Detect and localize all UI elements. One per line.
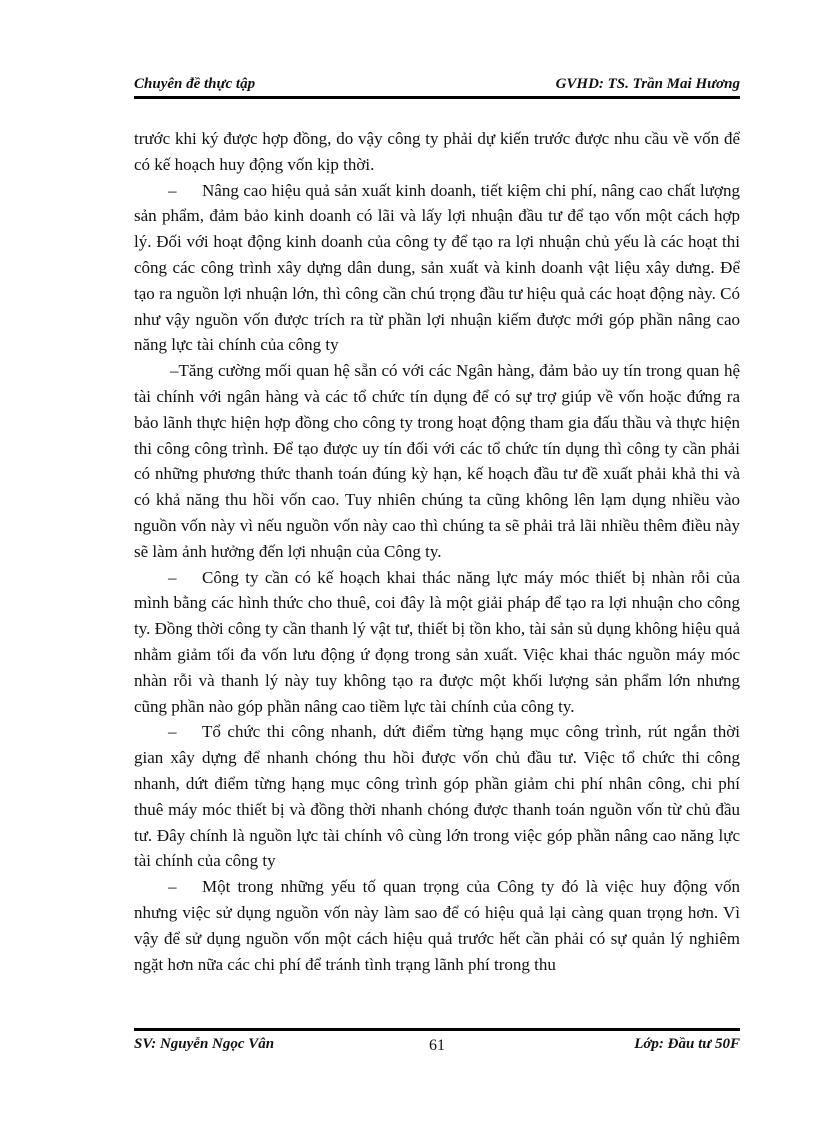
- paragraph-continuation: trước khi ký được hợp đồng, do vậy công ty phải dự kiến trước được nhu cầu về vốn để có kế hoạch huy động vốn kịp thời.: [134, 129, 740, 174]
- page-body: [134, 126, 740, 977]
- paragraph-bullet: [134, 719, 740, 874]
- paragraph-bullet: [134, 565, 740, 720]
- dash-marker: –: [168, 180, 177, 200]
- paragraph-bullet: [134, 178, 740, 359]
- paragraph-text: Tăng cường mối quan hệ sẵn có với các Ngân hàng, đảm bảo uy tín trong quan hệ tài chính với ngân hàng và các tổ chức tín dụng để có sự trợ giúp về vốn hoặc đứng ra bảo lãnh thực hiện hợp đồng cho công ty trong hoạt động tham gia đấu thầu và thực hiện thi công công trình. Để tạo được uy tín đối với các tổ chức tín dụng thì công ty cần phải có những phương thức thanh toán đúng kỳ hạn, kế hoạch đầu tư đề xuất phải khả thi và có khả năng thu hồi vốn cao. Tuy nhiên chúng ta cũng không lên lạm dụng nhiều vào nguồn vốn này vì nếu nguồn vốn này cao thì chúng ta sẽ phải trả lãi nhiều thêm điều này sẽ làm ảnh hưởng đến lợi nhuận của Công ty.: [134, 361, 740, 561]
- paragraph-bullet: [134, 874, 740, 977]
- page-footer: [134, 1028, 740, 1055]
- paragraph-text: Nâng cao hiệu quả sản xuất kinh doanh, tiết kiệm chi phí, nâng cao chất lượng sản phẩm, đảm bảo kinh doanh có lãi và lấy lợi nhuận đầu tư để tạo vốn một cách hợp lý. Đối với hoạt động kinh doanh của công ty để tạo ra lợi nhuận chủ yếu là các hoạt thi công các công trình xây dựng dân dung, sản xuất và kinh doanh vật liệu xây dưng. Để tạo ra nguồn lợi nhuận lớn, thì công cần chú trọng đầu tư hiệu quả các hoạt động này. Có như vậy nguồn vốn được trích ra từ phần lợi nhuận kiếm được mới góp phần nâng cao năng lực tài chính của công ty: [134, 180, 740, 355]
- dash-marker: –: [168, 877, 177, 897]
- paragraph-text: Tổ chức thi công nhanh, dứt điểm từng hạng mục công trình, rút ngắn thời gian xây dựng để nhanh chóng thu hồi được vốn chủ đầu tư. Việc tổ chức thi công nhanh, dứt điểm từng hạng mục công trình góp phần giảm chi phí nhân công, chi phí thuê máy móc thiết bị và đồng thời nhanh chóng được thanh toán nguồn vốn từ chủ đầu tư. Đây chính là nguồn lực tài chính vô cùng lớn trong việc góp phần nâng cao năng lực tài chính của công ty: [134, 722, 740, 871]
- page-header: [134, 74, 740, 99]
- paragraph-text: Một trong những yếu tố quan trọng của Công ty đó là việc huy động vốn nhưng việc sử dụng nguồn vốn này làm sao để có hiệu quả lại càng quan trọng hơn. Vì vậy để sử dụng nguồn vốn một cách hiệu quả trước hết cần phải có sự quản lý nghiêm ngặt hơn nữa các chi phí để tránh tình trạng lãnh phí trong thu: [134, 877, 740, 974]
- dash-marker: –: [168, 722, 177, 742]
- dash-marker: –: [168, 567, 177, 587]
- footer-class: Lớp: Đầu tư 50F: [634, 1036, 740, 1052]
- dash-marker: –: [170, 361, 179, 381]
- paragraph-bullet: [134, 358, 740, 564]
- footer-student: SV: Nguyễn Ngọc Vân: [134, 1036, 275, 1052]
- page-number: 61: [429, 1037, 445, 1054]
- paragraph-text: Công ty cần có kế hoạch khai thác năng lực máy móc thiết bị nhàn rỗi của mình bằng các hình thức cho thuê, coi đây là một giải pháp để tạo ra lợi nhuận cho công ty. Đồng thời công ty cần thanh lý vật tư, thiết bị tồn kho, tài sản sủ dụng không hiệu quả nhằm giảm tối đa vốn lưu động ứ đọng trong sản xuất. Việc khai thác nguồn máy móc nhàn rỗi và thanh lý này tuy không tạo ra được một khối lượng sản phẩm lớn nhưng cũng phần nào góp phần nâng cao tiềm lực tài chính của công ty.: [134, 567, 740, 716]
- header-title: Chuyên đề thực tập: [134, 76, 256, 92]
- header-advisor: GVHD: TS. Trần Mai Hương: [555, 76, 740, 92]
